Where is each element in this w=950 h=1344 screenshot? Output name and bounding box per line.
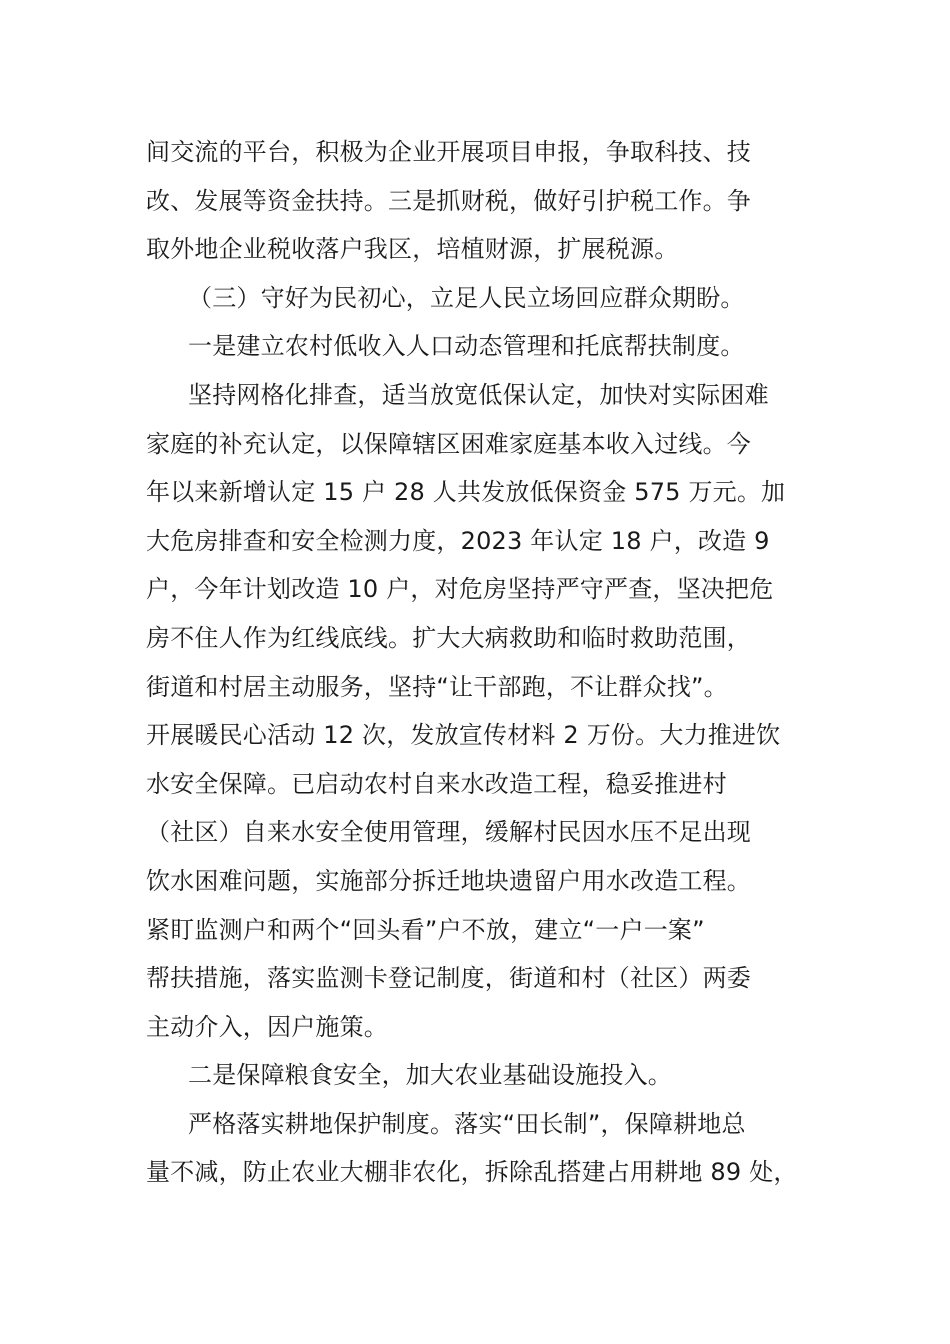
text-line: 坚持网格化排查，适当放宽低保认定，加快对实际困难 xyxy=(188,380,769,409)
text-line: 间交流的平台，积极为企业开展项目申报，争取科技、技 xyxy=(146,138,751,166)
text-line: 取外地企业税收落户我区，培植财源，扩展税源。 xyxy=(146,235,679,264)
text-line: 主动介入，因户施策。 xyxy=(146,1012,388,1041)
text-line: 严格落实耕地保护制度。落实“田长制”，保障耕地总 xyxy=(188,1109,746,1138)
text-line: 开展暖民心活动 12 次，发放宣传材料 2 万份。大力推进饮 xyxy=(146,721,781,750)
text-line: 饮水困难问题，实施部分拆迁地块遗留户用水改造工程。 xyxy=(146,866,751,895)
text-line: 家庭的补充认定，以保障辖区困难家庭基本收入过线。今 xyxy=(146,429,751,458)
section-heading: （三）守好为民初心，立足人民立场回应群众期盼。 xyxy=(188,283,745,312)
text-line: 年以来新增认定 15 户 28 人共发放低保资金 575 万元。加 xyxy=(146,478,786,507)
subsection-heading: 二是保障粮食安全，加大农业基础设施投入。 xyxy=(188,1061,672,1090)
text-line: （社区）自来水安全使用管理，缓解村民因水压不足出现 xyxy=(146,818,751,847)
text-line: 水安全保障。已启动农村自来水改造工程，稳妥推进村 xyxy=(146,769,727,798)
text-line: 街道和村居主动服务，坚持“让干部跑，不让群众找”。 xyxy=(146,672,728,701)
document-body xyxy=(146,128,826,1197)
text-line: 量不减，防止农业大棚非农化，拆除乱搭建占用耕地 89 处， xyxy=(146,1158,798,1187)
subsection-heading: 一是建立农村低收入人口动态管理和托底帮扶制度。 xyxy=(188,332,745,361)
text-line: 大危房排查和安全检测力度，2023 年认定 18 户，改造 9 xyxy=(146,526,770,555)
text-line: 帮扶措施，落实监测卡登记制度，街道和村（社区）两委 xyxy=(146,964,751,993)
text-line: 紧盯监测户和两个“回头看”户不放，建立“一户一案” xyxy=(146,915,705,944)
text-line: 改、发展等资金扶持。三是抓财税，做好引护税工作。争 xyxy=(146,186,751,215)
text-line: 房不住人作为红线底线。扩大大病救助和临时救助范围， xyxy=(146,623,751,652)
text-line: 户，今年计划改造 10 户，对危房坚持严守严查，坚决把危 xyxy=(146,575,774,604)
